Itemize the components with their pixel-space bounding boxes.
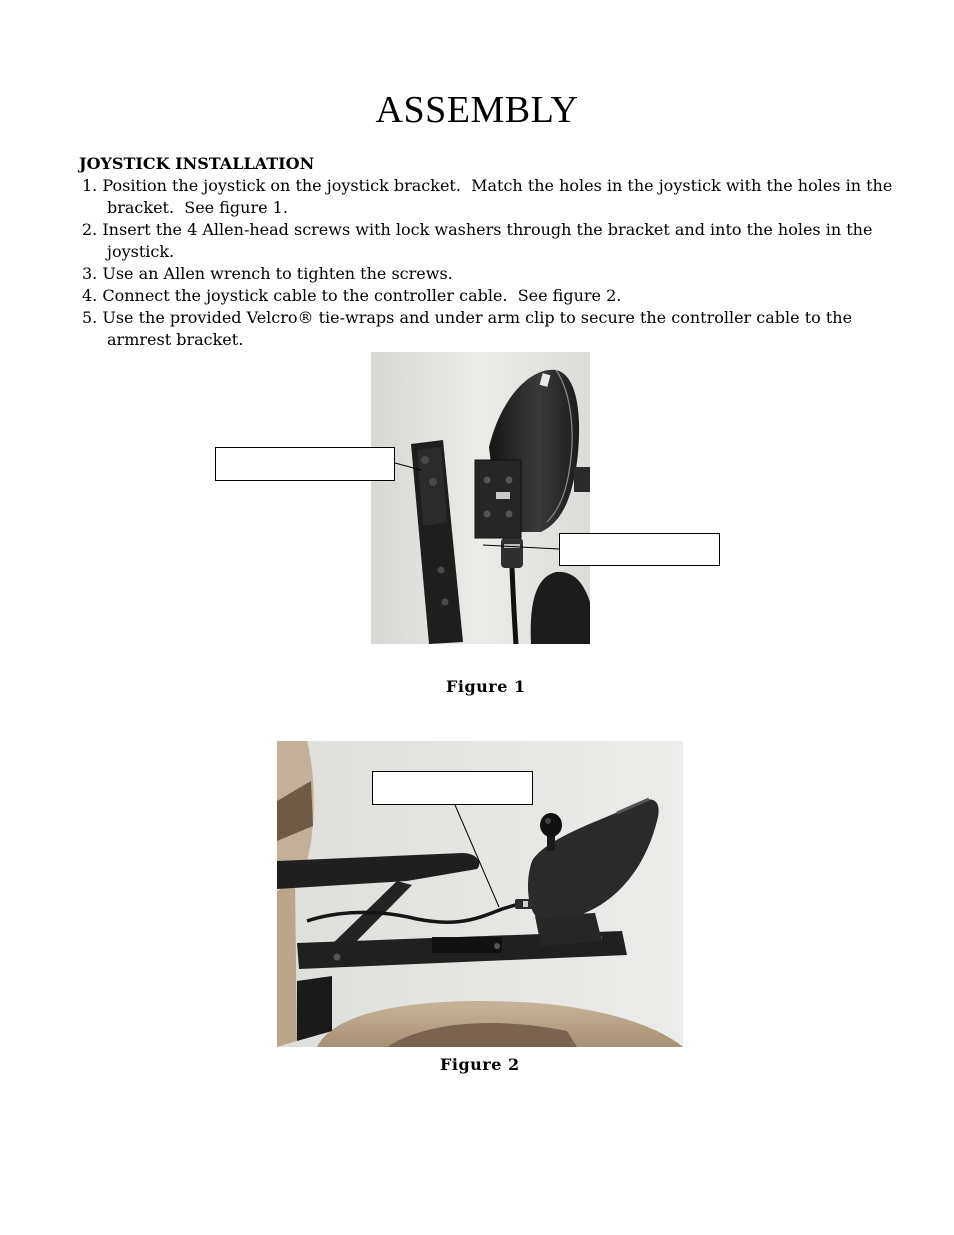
page-title: ASSEMBLY — [375, 89, 579, 131]
figure-1-callout-box-right — [559, 533, 720, 566]
instruction-step: 3. Use an Allen wrench to tighten the screws. — [82, 264, 453, 283]
instruction-step: 4. Connect the joystick cable to the controller cable. See figure 2. — [82, 286, 622, 305]
figure-1-callout-box-left — [215, 447, 395, 481]
figure-2-caption: Figure 2 — [440, 1055, 520, 1074]
figure-2-callout-box — [372, 771, 533, 805]
instruction-list — [79, 175, 899, 351]
instruction-step: 1. Position the joystick on the joystick bracket. Match the holes in the joystick with the holes in the bracket. See figure 1. — [82, 176, 898, 217]
instruction-step: 2. Insert the 4 Allen-head screws with lock washers through the bracket and into the holes in the joystick. — [82, 220, 878, 261]
section-heading: JOYSTICK INSTALLATION — [79, 154, 315, 173]
figure-1-photo — [371, 352, 590, 644]
figure-1-caption: Figure 1 — [446, 677, 526, 696]
instruction-step: 5. Use the provided Velcro® tie-wraps and under arm clip to secure the controller cable to the armrest bracket. — [82, 308, 858, 349]
